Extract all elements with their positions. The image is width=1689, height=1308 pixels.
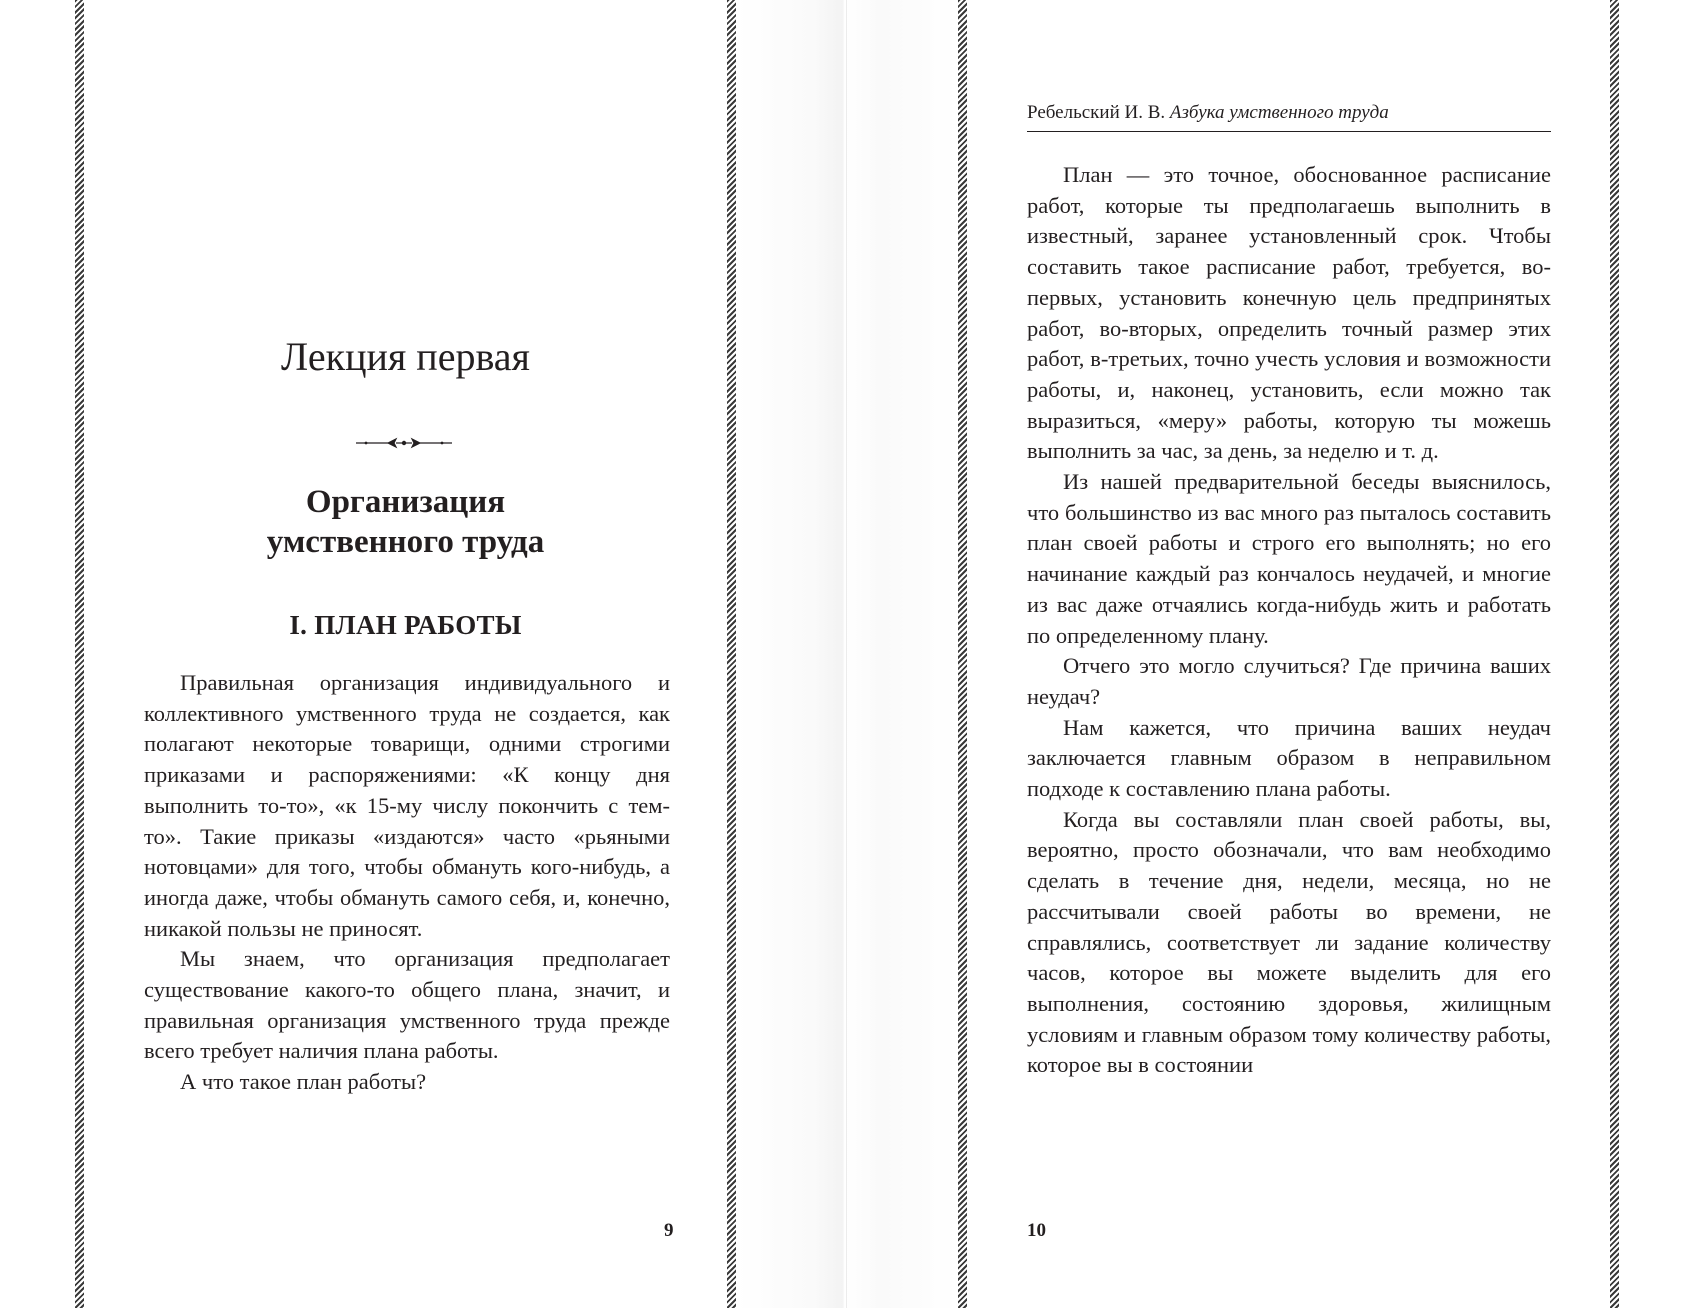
paragraph: План — это точное, обоснованное расписание работ, которые ты предполагаешь выполнить в известный, заранее установленный срок. Чтобы составить такое расписание работ, требуется, во-первых, установить конечную цель предпринятых работ, во-вторых, определить точный размер этих работ, в-третьих, точно учесть условия и возможности работы, и, наконец, установить, если можно так выразиться, «меру» работы, которую ты можешь выполнить за час, за день, за неделю и т. д. [1027, 162, 1551, 464]
decorative-divider-icon [354, 436, 454, 450]
page-edge-inner-left [727, 0, 736, 1308]
subsection-title: I. ПЛАН РАБОТЫ [289, 610, 522, 640]
paragraph: Мы знаем, что организация предполагает существование какого-то общего плана, значит, и правильная организация умственного труда прежде всего требует наличия плана работы. [144, 946, 670, 1064]
right-page-body [1027, 160, 1551, 1081]
paragraph: Когда вы составляли план своей работы, вы, вероятно, просто обозначали, что вам необходимо сделать в течение дня, недели, месяца, но не рассчитывали своей работы во времени, не справлялись, соответствует ли задание количеству часов, которое вы можете выделить для его выполнения, состоянию здоровья, жилищным условиям и главным образом тому количеству работы, которое вы в состоянии [1027, 806, 1551, 1078]
paragraph: А что такое план работы? [180, 1069, 427, 1095]
running-head-title: Азбука умственного труда [1169, 102, 1389, 123]
book-gutter [736, 0, 958, 1308]
running-head-author: Ребельский И. В. [1027, 102, 1166, 123]
running-head [1027, 101, 1551, 132]
section-title-line-2: умственного труда [266, 524, 545, 560]
page-number: 10 [1027, 1220, 1046, 1241]
paragraph: Из нашей предварительной беседы выяснилось, что большинство из вас много раз пыталось составить план своей работы и строго его выполнять; но его начинание каждый раз кончалось неудачей, и многие из вас даже отчаялись когда-нибудь жить и работать по определенному плану. [1027, 469, 1551, 648]
right-page [967, 0, 1610, 1308]
left-page [84, 0, 727, 1308]
page-edge-inner-right [958, 0, 967, 1308]
section-title-line-1: Организация [305, 484, 506, 520]
left-page-body [144, 668, 670, 1098]
paragraph: Отчего это могло случиться? Где причина ваших неудач? [1027, 653, 1551, 709]
page-edge-left [75, 0, 84, 1308]
page-number: 9 [664, 1220, 674, 1241]
gutter-fold [846, 0, 847, 1308]
section-title [84, 482, 727, 562]
page-edge-right [1610, 0, 1619, 1308]
chapter-title: Лекция первая [281, 334, 530, 379]
paragraph: Нам кажется, что причина ваших неудач заключается главным образом в неправильном подходе к составлению плана работы. [1027, 714, 1551, 802]
paragraph: Правильная организация индивидуального и коллективного умственного труда не создается, как полагают некоторые товарищи, одними строгими приказами и распоряжениями: «К концу дня выполнить то-то», «к 15-му числу покончить с тем-то». Такие приказы «издаются» часто «рьяными нотовцами» для того, чтобы обмануть кого-нибудь, а иногда даже, чтобы обмануть самого себя, и, конечно, никакой пользы не приносят. [144, 670, 670, 941]
